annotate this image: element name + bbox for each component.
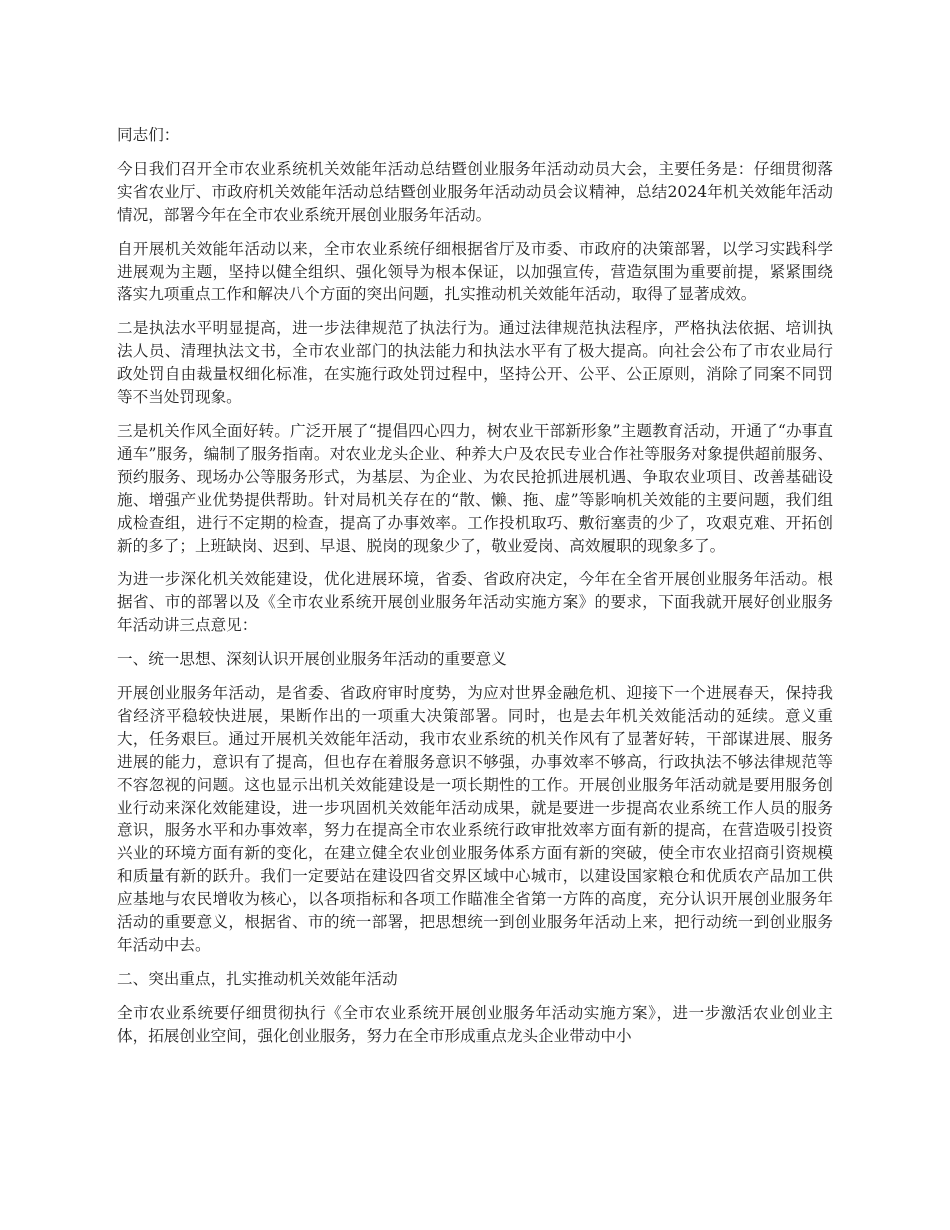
section-heading-2: 二、突出重点，扎实推动机关效能年活动 <box>117 969 398 988</box>
paragraph-achievements: 自开展机关效能年活动以来，全市农业系统仔细根据省厅及市委、市政府的决策部署，以学习实践科学进展观为主题，坚持以健全组织、强化领导为根本保证，以加强宣传，营造氛围为重要前提，紧紧围绕落实九项重点工作和解决八个方面的突出问题，扎实推动机关效能年活动，取得了显著成效。 <box>117 239 833 304</box>
paragraph-transition: 为进一步深化机关效能建设，优化进展环境，省委、省政府决定，今年在全省开展创业服务年活动。根据省、市的部署以及《全市农业系统开展创业服务年活动实施方案》的要求，下面我就开展好创业服务年活动讲三点意见： <box>117 570 833 635</box>
document-body <box>117 124 833 1059</box>
paragraph-significance: 开展创业服务年活动，是省委、省政府审时度势，为应对世界金融危机、迎接下一个进展春天，保持我省经济平稳较快进展，果断作出的一项重大决策部署。同时，也是去年机关效能活动的延续。意义重大，任务艰巨。通过开展机关效能年活动，我市农业系统的机关作风有了显著好转，干部谋进展、服务进展的能力，意识有了提高，但也存在着服务意识不够强，办事效率不够高，行政执法不够法律规范等不容忽视的问题。这也显示出机关效能建设是一项长期性的工作。开展创业服务年活动就是要用服务创业行动来深化效能建设，进一步巩固机关效能年活动成果，就是要进一步提高农业系统工作人员的服务意识，服务水平和办事效率，努力在提高全市农业系统行政审批效率方面有新的提高，在营造吸引投资兴业的环境方面有新的变化，在建立健全农业创业服务体系方面有新的突破，使全市农业招商引资规模和质量有新的跃升。我们一定要站在建设四省交界区域中心城市，以建设国家粮仓和优质农产品加工供应基地与农民增收为核心，以各项指标和各项工作瞄准全省第一方阵的高度，充分认识开展创业服务年活动的重要意义，根据省、市的统一部署，把思想统一到创业服务年活动上来，把行动统一到创业服务年活动中去。 <box>117 684 833 954</box>
paragraph-intro: 今日我们召开全市农业系统机关效能年活动总结暨创业服务年活动动员大会，主要任务是：仔细贯彻落实省农业厅、市政府机关效能年活动总结暨创业服务年活动动员会议精神，总结2024年机关效能年活动情况，部署今年在全市农业系统开展创业服务年活动。 <box>117 159 833 224</box>
paragraph-work-style: 三是机关作风全面好转。广泛开展了“提倡四心四力，树农业干部新形象”主题教育活动，开通了“办事直通车”服务，编制了服务指南。对农业龙头企业、种养大户及农民专业合作社等服务对象提供超前服务、预约服务、现场办公等服务形式，为基层、为企业、为农民抢抓进展机遇、争取农业项目、改善基础设施、增强产业优势提供帮助。针对局机关存在的“散、懒、拖、虚”等影响机关效能的主要问题，我们组成检查组，进行不定期的检查，提高了办事效率。工作投机取巧、敷衍塞责的少了，攻艰克难、开拓创新的多了；上班缺岗、迟到、早退、脱岗的现象少了，敬业爱岗、高效履职的现象多了。 <box>117 421 833 555</box>
paragraph-implementation: 全市农业系统要仔细贯彻执行《全市农业系统开展创业服务年活动实施方案》，进一步激活农业创业主体，拓展创业空间，强化创业服务，努力在全市形成重点龙头企业带动中小 <box>117 1003 833 1045</box>
section-heading-1: 一、统一思想、深刻认识开展创业服务年活动的重要意义 <box>117 650 507 669</box>
paragraph-law-enforcement: 二是执法水平明显提高，进一步法律规范了执法行为。通过法律规范执法程序，严格执法依据、培训执法人员、清理执法文书，全市农业部门的执法能力和执法水平有了极大提高。向社会公布了市农业局行政处罚自由裁量权细化标准，在实施行政处罚过程中，坚持公开、公平、公正原则，消除了同案不同罚等不当处罚现象。 <box>117 319 833 407</box>
salutation: 同志们： <box>117 126 180 144</box>
